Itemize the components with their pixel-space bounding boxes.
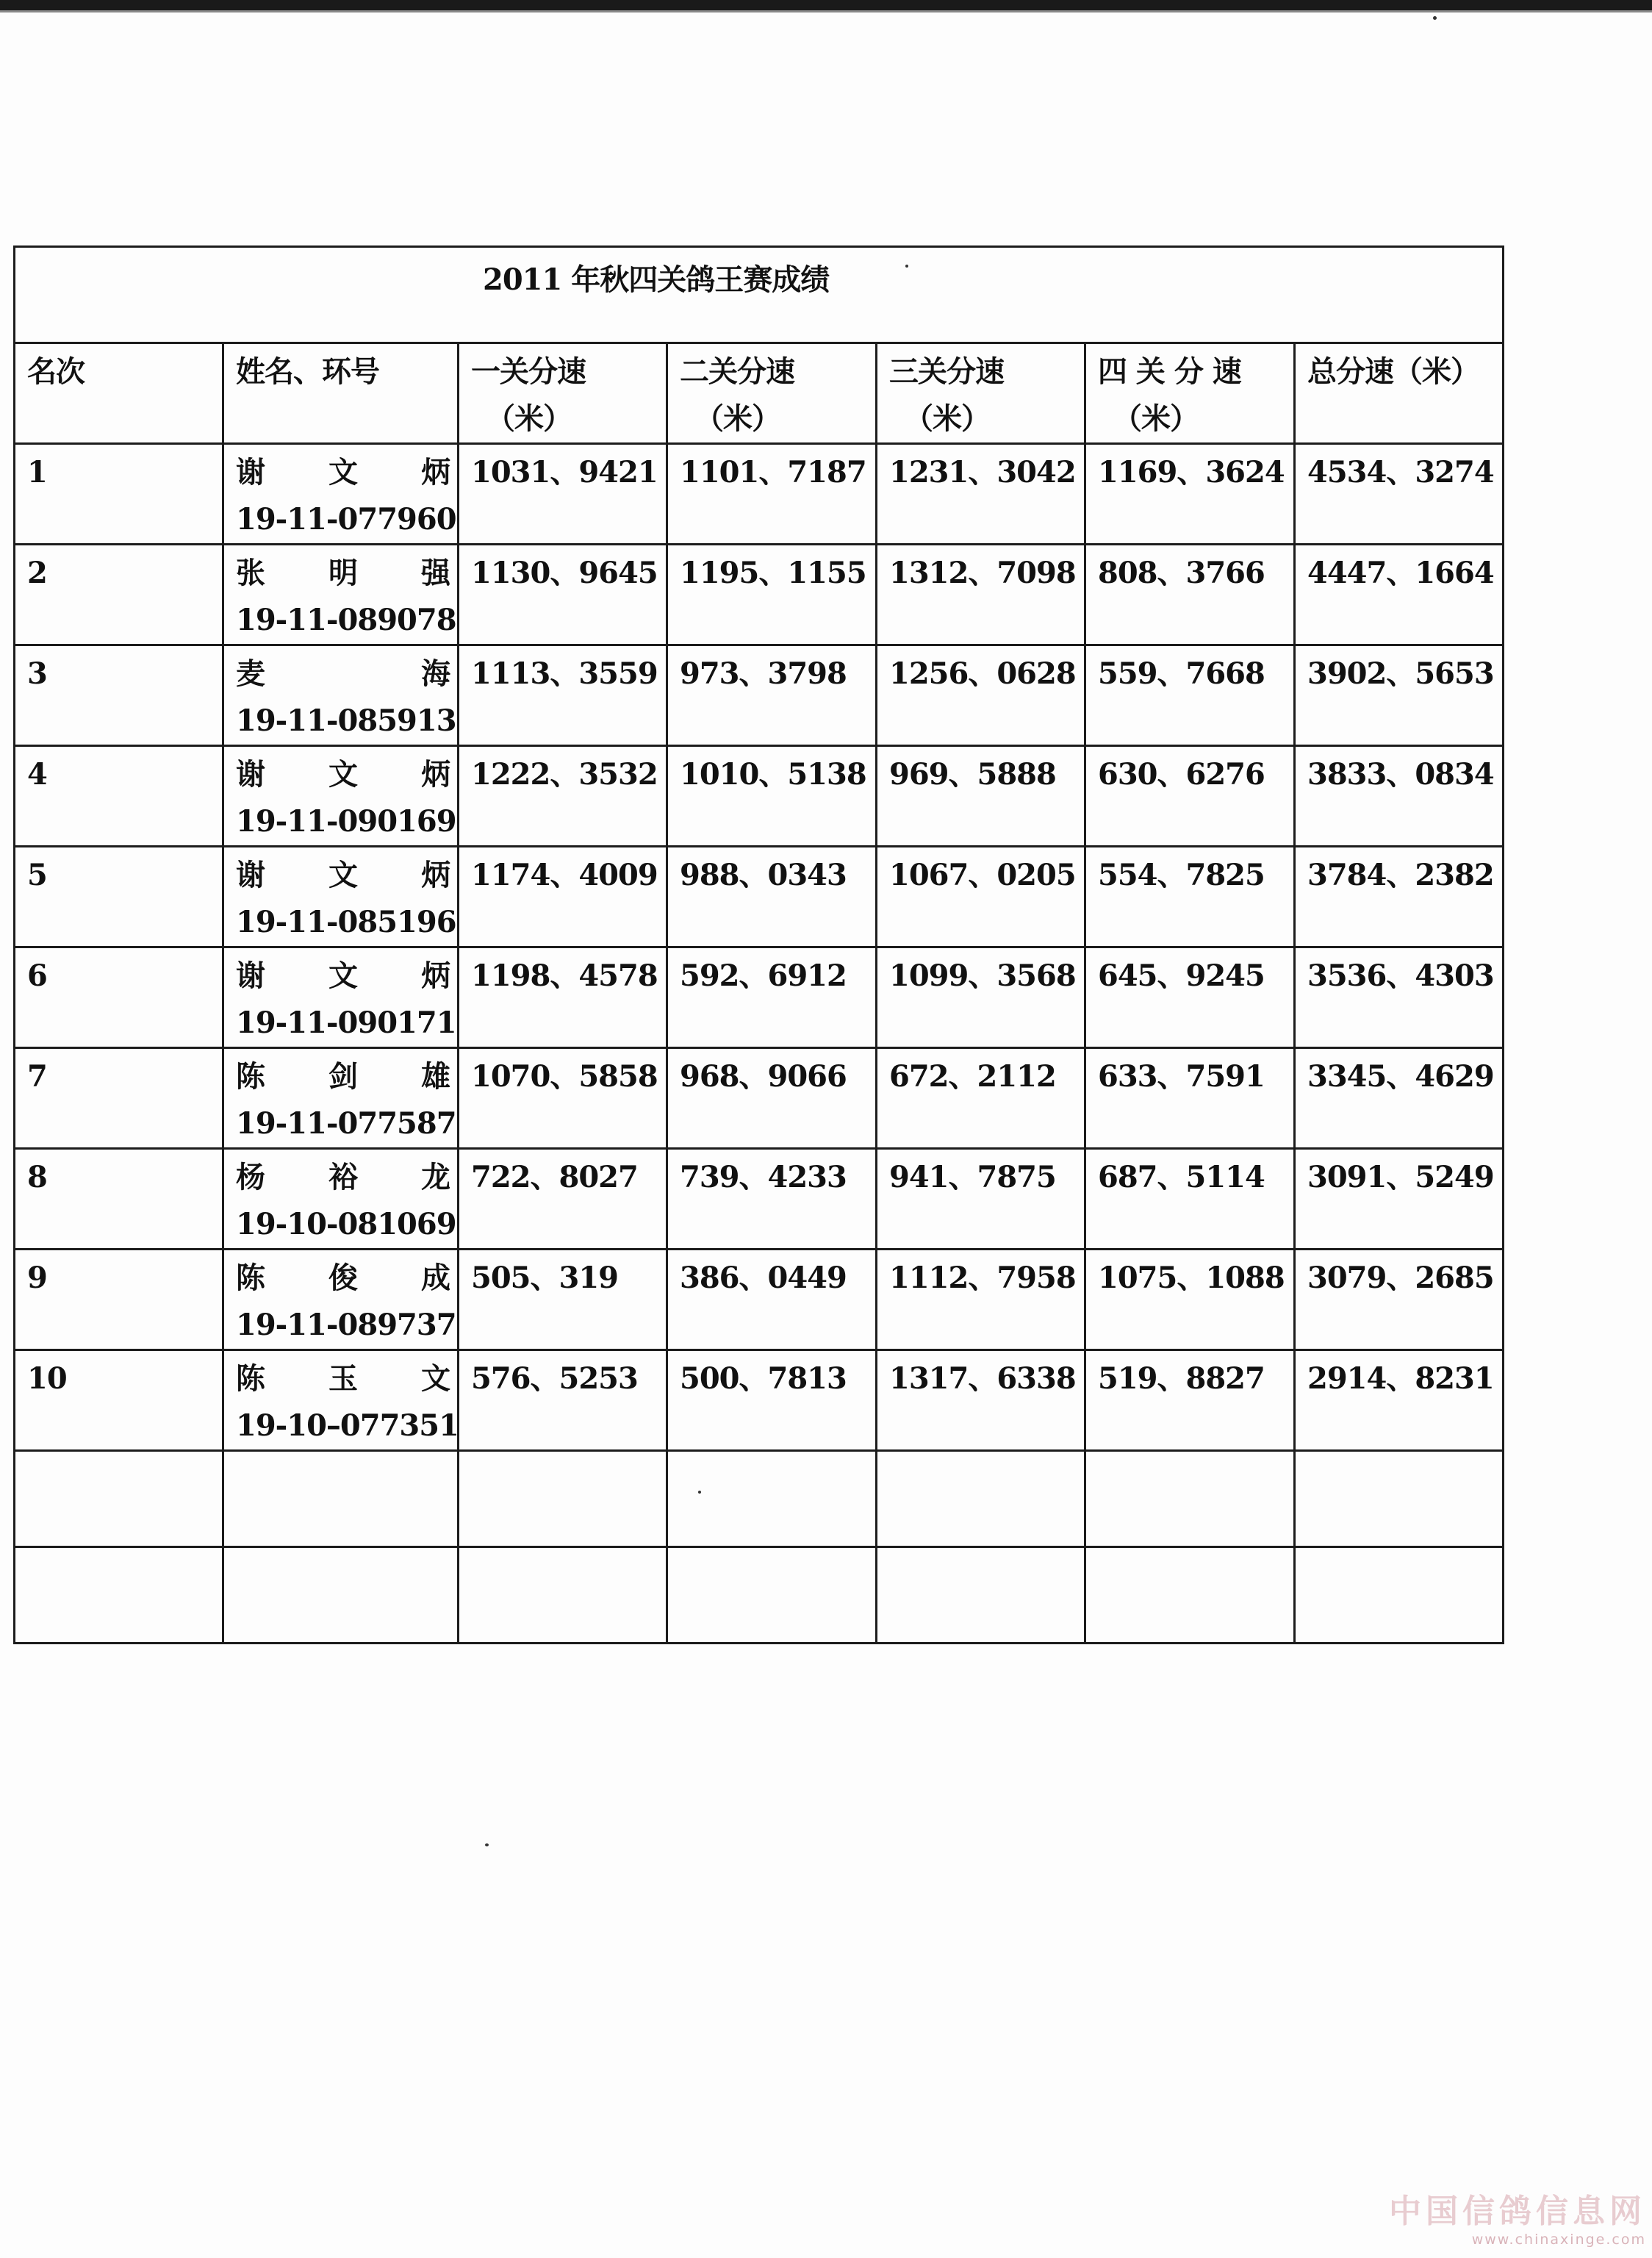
fancier-name: 杨 裕 龙 bbox=[236, 1160, 450, 1194]
stage4-speed-cell bbox=[1085, 1350, 1295, 1451]
site-watermark bbox=[1389, 2184, 1646, 2248]
total-speed-cell bbox=[1295, 645, 1504, 746]
header-label: 二关分速 bbox=[680, 354, 794, 389]
rank-cell bbox=[15, 847, 223, 947]
empty-cell bbox=[223, 1451, 459, 1547]
total-speed-cell bbox=[1295, 444, 1504, 545]
stage4-speed-cell bbox=[1085, 746, 1295, 847]
speed-value: 4447、1664 bbox=[1307, 556, 1494, 590]
stage2-speed-cell bbox=[667, 444, 877, 545]
rank-value: 4 bbox=[27, 757, 47, 792]
stage1-speed-cell bbox=[459, 444, 667, 545]
ring-number: 19-11-089737 bbox=[236, 1308, 456, 1342]
speed-value: 969、5888 bbox=[889, 757, 1056, 792]
speed-value: 633、7591 bbox=[1098, 1059, 1265, 1094]
rank-value: 9 bbox=[27, 1261, 47, 1295]
name-cell bbox=[223, 1350, 459, 1451]
speed-value: 808、3766 bbox=[1098, 556, 1265, 590]
header-cell-total bbox=[1295, 343, 1504, 444]
speed-value: 1312、7098 bbox=[889, 556, 1076, 590]
speed-value: 2914、8231 bbox=[1307, 1361, 1494, 1396]
header-label: 四 关 分 速 bbox=[1098, 354, 1241, 389]
speed-value: 4534、3274 bbox=[1307, 455, 1494, 490]
stage1-speed-cell bbox=[459, 1149, 667, 1250]
fancier-name: 麦 海 bbox=[236, 656, 450, 691]
speed-value: 1169、3624 bbox=[1098, 455, 1285, 490]
rank-value: 10 bbox=[27, 1361, 67, 1396]
speed-value: 3902、5653 bbox=[1307, 656, 1494, 691]
speed-value: 988、0343 bbox=[680, 858, 847, 892]
fancier-name: 谢 文 炳 bbox=[236, 958, 450, 993]
speed-value: 1317、6338 bbox=[889, 1361, 1076, 1396]
ring-number: 19-10–077351 bbox=[236, 1408, 459, 1443]
stage3-speed-cell bbox=[877, 1149, 1085, 1250]
stage1-speed-cell bbox=[459, 847, 667, 947]
header-cell-name bbox=[223, 343, 459, 444]
total-speed-cell bbox=[1295, 1250, 1504, 1350]
total-speed-cell bbox=[1295, 746, 1504, 847]
fancier-name: 陈 剑 雄 bbox=[236, 1059, 450, 1094]
speed-value: 3091、5249 bbox=[1307, 1160, 1494, 1194]
stage3-speed-cell bbox=[877, 847, 1085, 947]
stage1-speed-cell bbox=[459, 1350, 667, 1451]
watermark-cn: 中国信鸽信息网 bbox=[1389, 2193, 1646, 2230]
ring-number: 19-11-077587 bbox=[236, 1106, 456, 1141]
empty-cell bbox=[877, 1547, 1085, 1644]
stage2-speed-cell bbox=[667, 645, 877, 746]
table-row bbox=[15, 545, 1504, 645]
scan-speck bbox=[485, 1843, 489, 1846]
stage1-speed-cell bbox=[459, 1250, 667, 1350]
header-cell-stage3 bbox=[877, 343, 1085, 444]
speed-value: 687、5114 bbox=[1098, 1160, 1265, 1194]
speed-value: 1231、3042 bbox=[889, 455, 1076, 490]
empty-cell bbox=[459, 1547, 667, 1644]
total-speed-cell bbox=[1295, 1149, 1504, 1250]
title-row bbox=[15, 247, 1504, 343]
stage1-speed-cell bbox=[459, 1048, 667, 1149]
rank-value: 3 bbox=[27, 656, 47, 691]
speed-value: 739、4233 bbox=[680, 1160, 847, 1194]
rank-cell bbox=[15, 444, 223, 545]
results-table bbox=[13, 245, 1504, 1644]
speed-value: 1130、9645 bbox=[471, 556, 658, 590]
speed-value: 645、9245 bbox=[1098, 958, 1265, 993]
rank-cell bbox=[15, 1048, 223, 1149]
ring-number: 19-11-077960 bbox=[236, 502, 456, 537]
speed-value: 1010、5138 bbox=[680, 757, 866, 792]
empty-cell bbox=[15, 1547, 223, 1644]
header-cell-rank bbox=[15, 343, 223, 444]
stage3-speed-cell bbox=[877, 444, 1085, 545]
name-cell bbox=[223, 1149, 459, 1250]
stage3-speed-cell bbox=[877, 545, 1085, 645]
table-row bbox=[15, 847, 1504, 947]
speed-value: 1174、4009 bbox=[471, 858, 658, 892]
header-unit: （米） bbox=[1113, 401, 1199, 436]
rank-value: 5 bbox=[27, 858, 47, 892]
empty-cell bbox=[1295, 1451, 1504, 1547]
name-cell bbox=[223, 444, 459, 545]
stage1-speed-cell bbox=[459, 947, 667, 1048]
stage3-speed-cell bbox=[877, 1350, 1085, 1451]
speed-value: 3079、2685 bbox=[1307, 1261, 1494, 1295]
table-title-cell bbox=[15, 247, 1504, 343]
empty-cell bbox=[1085, 1451, 1295, 1547]
speed-value: 559、7668 bbox=[1098, 656, 1265, 691]
rank-value: 6 bbox=[27, 958, 47, 993]
speed-value: 1195、1155 bbox=[680, 556, 866, 590]
header-cell-stage4 bbox=[1085, 343, 1295, 444]
stage4-speed-cell bbox=[1085, 947, 1295, 1048]
table-row bbox=[15, 444, 1504, 545]
ring-number: 19-11-090171 bbox=[236, 1006, 456, 1040]
speed-value: 1112、7958 bbox=[889, 1261, 1076, 1295]
stage3-speed-cell bbox=[877, 947, 1085, 1048]
header-label: 姓名、环号 bbox=[236, 354, 379, 389]
table-row bbox=[15, 746, 1504, 847]
scan-speck bbox=[1433, 16, 1437, 20]
scan-top-edge bbox=[0, 0, 1652, 10]
name-cell bbox=[223, 947, 459, 1048]
rank-cell bbox=[15, 645, 223, 746]
rank-cell bbox=[15, 746, 223, 847]
name-cell bbox=[223, 545, 459, 645]
table-row bbox=[15, 1250, 1504, 1350]
name-cell bbox=[223, 1250, 459, 1350]
fancier-name: 谢 文 炳 bbox=[236, 858, 450, 892]
header-row bbox=[15, 343, 1504, 444]
speed-value: 1198、4578 bbox=[471, 958, 658, 993]
stage4-speed-cell bbox=[1085, 1048, 1295, 1149]
stage1-speed-cell bbox=[459, 645, 667, 746]
empty-cell bbox=[1295, 1547, 1504, 1644]
stage4-speed-cell bbox=[1085, 645, 1295, 746]
header-label: 一关分速 bbox=[471, 354, 586, 389]
table-row bbox=[15, 1350, 1504, 1451]
table-row bbox=[15, 1048, 1504, 1149]
fancier-name: 陈 玉 文 bbox=[236, 1361, 450, 1396]
stage2-speed-cell bbox=[667, 1048, 877, 1149]
empty-cell bbox=[667, 1451, 877, 1547]
speed-value: 1101、7187 bbox=[680, 455, 866, 490]
empty-cell bbox=[877, 1451, 1085, 1547]
speed-value: 722、8027 bbox=[471, 1160, 638, 1194]
total-speed-cell bbox=[1295, 947, 1504, 1048]
stage3-speed-cell bbox=[877, 1250, 1085, 1350]
stage1-speed-cell bbox=[459, 746, 667, 847]
speed-value: 3345、4629 bbox=[1307, 1059, 1494, 1094]
speed-value: 1031、9421 bbox=[471, 455, 658, 490]
speed-value: 1075、1088 bbox=[1098, 1261, 1285, 1295]
ring-number: 19-10-081069 bbox=[236, 1207, 456, 1241]
table-row bbox=[15, 645, 1504, 746]
name-cell bbox=[223, 746, 459, 847]
empty-cell bbox=[15, 1451, 223, 1547]
stage3-speed-cell bbox=[877, 746, 1085, 847]
rank-value: 8 bbox=[27, 1160, 47, 1194]
speed-value: 1067、0205 bbox=[889, 858, 1076, 892]
speed-value: 592、6912 bbox=[680, 958, 847, 993]
table-title: 2011 年秋四关鸽王赛成绩 bbox=[483, 262, 830, 297]
stage2-speed-cell bbox=[667, 1250, 877, 1350]
speed-value: 3833、0834 bbox=[1307, 757, 1494, 792]
stage4-speed-cell bbox=[1085, 545, 1295, 645]
stage3-speed-cell bbox=[877, 1048, 1085, 1149]
stage2-speed-cell bbox=[667, 746, 877, 847]
speed-value: 672、2112 bbox=[889, 1059, 1056, 1094]
rank-cell bbox=[15, 1350, 223, 1451]
stage2-speed-cell bbox=[667, 1149, 877, 1250]
speed-value: 519、8827 bbox=[1098, 1361, 1265, 1396]
speed-value: 1070、5858 bbox=[471, 1059, 658, 1094]
header-label: 三关分速 bbox=[889, 354, 1004, 389]
rank-value: 2 bbox=[27, 556, 47, 590]
stage2-speed-cell bbox=[667, 545, 877, 645]
speed-value: 973、3798 bbox=[680, 656, 847, 691]
speed-value: 576、5253 bbox=[471, 1361, 638, 1396]
speed-value: 505、319 bbox=[471, 1261, 618, 1295]
name-cell bbox=[223, 645, 459, 746]
header-unit: （米） bbox=[694, 401, 780, 436]
total-speed-cell bbox=[1295, 1048, 1504, 1149]
stage1-speed-cell bbox=[459, 545, 667, 645]
empty-cell bbox=[1085, 1547, 1295, 1644]
ring-number: 19-11-090169 bbox=[236, 804, 456, 839]
stage2-speed-cell bbox=[667, 947, 877, 1048]
scan-top-edge-shadow bbox=[0, 10, 1652, 12]
fancier-name: 陈 俊 成 bbox=[236, 1261, 450, 1295]
ring-number: 19-11-089078 bbox=[236, 603, 456, 637]
stage4-speed-cell bbox=[1085, 1250, 1295, 1350]
speed-value: 1113、3559 bbox=[471, 656, 658, 691]
table-row bbox=[15, 947, 1504, 1048]
empty-row bbox=[15, 1547, 1504, 1644]
speed-value: 630、6276 bbox=[1098, 757, 1265, 792]
empty-cell bbox=[223, 1547, 459, 1644]
speed-value: 554、7825 bbox=[1098, 858, 1265, 892]
header-unit: （米） bbox=[486, 401, 572, 436]
rank-cell bbox=[15, 947, 223, 1048]
stage3-speed-cell bbox=[877, 645, 1085, 746]
rank-cell bbox=[15, 1250, 223, 1350]
total-speed-cell bbox=[1295, 847, 1504, 947]
speed-value: 1256、0628 bbox=[889, 656, 1076, 691]
rank-value: 1 bbox=[27, 455, 47, 490]
fancier-name: 谢 文 炳 bbox=[236, 757, 450, 792]
name-cell bbox=[223, 847, 459, 947]
fancier-name: 谢 文 炳 bbox=[236, 455, 450, 490]
header-label: 总分速（米） bbox=[1307, 354, 1479, 389]
total-speed-cell bbox=[1295, 1350, 1504, 1451]
header-cell-stage1 bbox=[459, 343, 667, 444]
fancier-name: 张 明 强 bbox=[236, 556, 450, 590]
stage2-speed-cell bbox=[667, 1350, 877, 1451]
header-cell-stage2 bbox=[667, 343, 877, 444]
name-cell bbox=[223, 1048, 459, 1149]
speed-value: 968、9066 bbox=[680, 1059, 847, 1094]
speed-value: 941、7875 bbox=[889, 1160, 1056, 1194]
speed-value: 386、0449 bbox=[680, 1261, 847, 1295]
stage2-speed-cell bbox=[667, 847, 877, 947]
rank-cell bbox=[15, 545, 223, 645]
stage4-speed-cell bbox=[1085, 847, 1295, 947]
empty-cell bbox=[667, 1547, 877, 1644]
speed-value: 1222、3532 bbox=[471, 757, 658, 792]
total-speed-cell bbox=[1295, 545, 1504, 645]
rank-value: 7 bbox=[27, 1059, 47, 1094]
speed-value: 500、7813 bbox=[680, 1361, 847, 1396]
watermark-url: www.chinaxinge.com bbox=[1471, 2232, 1646, 2248]
empty-row bbox=[15, 1451, 1504, 1547]
empty-cell bbox=[459, 1451, 667, 1547]
speed-value: 3536、4303 bbox=[1307, 958, 1494, 993]
header-unit: （米） bbox=[904, 401, 990, 436]
ring-number: 19-11-085196 bbox=[236, 905, 456, 939]
ring-number: 19-11-085913 bbox=[236, 703, 456, 738]
header-label: 名次 bbox=[27, 354, 85, 389]
rank-cell bbox=[15, 1149, 223, 1250]
speed-value: 1099、3568 bbox=[889, 958, 1076, 993]
table-row bbox=[15, 1149, 1504, 1250]
speed-value: 3784、2382 bbox=[1307, 858, 1494, 892]
stage4-speed-cell bbox=[1085, 444, 1295, 545]
stage4-speed-cell bbox=[1085, 1149, 1295, 1250]
